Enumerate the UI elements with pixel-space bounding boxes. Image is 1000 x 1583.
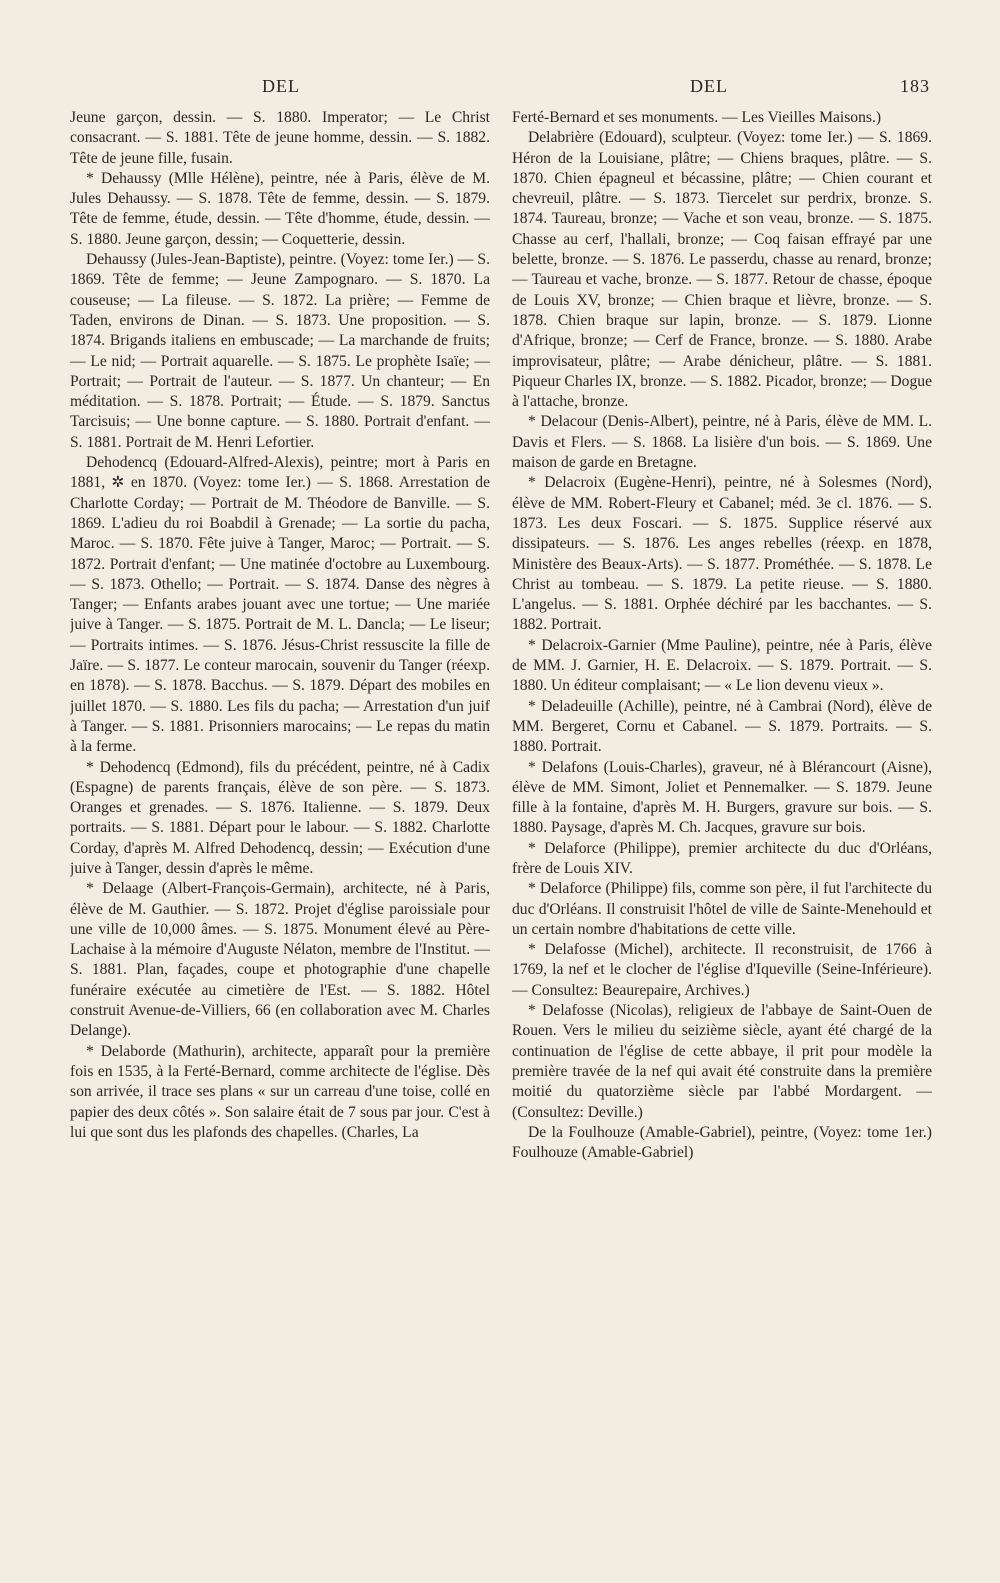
entry-paragraph: * Delaborde (Mathurin), architecte, apparaît pour la première fois en 1535, à la Ferté-Bernard, comme architecte de l'église. Dès son arrivée, il trace ses plans « sur un carreau d'une toise, collé en papier des deux côtés ». Son salaire était de 7 sous par jour. C'est à lui que sont dus les plafonds des chapelles. (Charles, La — [70, 1042, 490, 1141]
entry-paragraph: * Delaforce (Philippe) fils, comme son père, il fut l'architecte du duc d'Orléans. Il construisit l'hôtel de ville de Sainte-Menehould et un certain nombre d'habitations de cette ville. — [512, 880, 932, 938]
entry-paragraph: * Dehaussy (Mlle Hélène), peintre, née à Paris, élève de M. Jules Dehaussy. — S. 1878. Tête de femme, dessin. — S. 1879. Tête de femme, étude, dessin. — Tête d'homme, étude, dessin. — S. 1880. Jeune garçon, dessin; — Coquetterie, dessin. — [70, 169, 490, 248]
page-number: 183 — [900, 76, 930, 96]
entry-paragraph: * Delaforce (Philippe), premier architecte du duc d'Orléans, frère de Louis XIV. — [512, 839, 932, 877]
entry-paragraph: * Delafosse (Michel), architecte. Il reconstruisit, de 1766 à 1769, la nef et le clocher de l'église d'Iqueville (Seine-Inférieure). — Consultez: Beaurepaire, Archives.) — [512, 941, 932, 999]
entry-paragraph: * Delafosse (Nicolas), religieux de l'abbaye de Saint-Ouen de Rouen. Vers le milieu du seizième siècle, ayant été chargé de la continuation de l'église de cette abbaye, il prit pour modèle la première travée de la nef qui avait été construite dans la première moitié du quatorzième siècle par l'abbé Mordargent. — (Consultez: Deville.) — [512, 1002, 932, 1121]
entry-paragraph: Ferté-Bernard et ses monuments. — Les Vieilles Maisons.) — [512, 109, 882, 126]
left-column — [70, 108, 490, 1548]
right-column — [512, 108, 932, 1548]
entry-paragraph: Dehaussy (Jules-Jean-Baptiste), peintre. (Voyez: tome Ier.) — S. 1869. Tête de femme; — Jeune Zampognaro. — S. 1870. La couseuse; — La fileuse. — S. 1872. La prière; — Femme de Taden, environs de Dinan. — S. 1873. Une proposition. — S. 1874. Brigands italiens en embuscade; — La marchande de fruits; — Le nid; — Portrait aquarelle. — S. 1875. Le prophète Isaïe; — Portrait; — Portrait de l'auteur. — S. 1877. Un chanteur; — En méditation. — S. 1878. Portrait; — Étude. — S. 1879. Sanctus Tarcisuis; — Une bonne capture. — S. 1880. Portrait d'enfant. — S. 1881. Portrait de M. Henri Lefortier. — [70, 251, 490, 451]
header-right-word: DEL — [690, 76, 728, 96]
entry-paragraph: * Dehodencq (Edmond), fils du précédent, peintre, né à Cadix (Espagne) de parents français, élève de son père. — S. 1873. Oranges et grenades. — S. 1876. Italienne. — S. 1879. Deux portraits. — S. 1881. Départ pour le labour. — S. 1882. Charlotte Corday, d'après M. Alfred Dehodencq, dessin; — Exécution d'une juive à Tanger, dessin d'après le même. — [70, 758, 490, 877]
running-header — [0, 76, 1000, 102]
entry-paragraph: * Deladeuille (Achille), peintre, né à Cambrai (Nord), élève de MM. Bergeret, Cornu et Cabanel. — S. 1879. Portraits. — S. 1880. Portrait. — [512, 697, 932, 756]
entry-paragraph: * Delafons (Louis-Charles), graveur, né à Blérancourt (Aisne), élève de MM. Simont, Joliet et Pennemalker. — S. 1879. Jeune fille à la fontaine, d'après M. H. Burgers, gravure sur bois. — S. 1880. Paysage, d'après M. Ch. Jacques, gravure sur bois. — [512, 758, 932, 837]
entry-paragraph: Jeune garçon, dessin. — S. 1880. Imperator; — Le Christ consacrant. — S. 1881. Tête de jeune homme, dessin. — S. 1882. Tête de jeune fille, fusain. — [70, 109, 490, 167]
entry-paragraph: Dehodencq (Edouard-Alfred-Alexis), peintre; mort à Paris en 1881, ✲ en 1870. (Voyez: tome Ier.) — S. 1868. Arrestation de Charlotte Corday; — Portrait de M. Théodore de Banville. — S. 1869. L'adieu du roi Boabdil à Grenade; — La sortie du pacha, Maroc. — S. 1870. Fête juive à Tanger, Maroc; — Portrait. — S. 1872. Portrait d'enfant; — Une matinée d'octobre au Luxembourg. — S. 1873. Othello; — Portrait. — S. 1874. Danse des nègres à Tanger; — Enfants arabes jouant avec une tortue; — Une mariée juive à Tanger. — S. 1875. Portrait de M. L. Dancla; — Le liseur; — Portraits intimes. — S. 1876. Jésus-Christ ressuscite la fille de Jaïre. — S. 1877. Le conteur marocain, souvenir du Tanger (réexp. en 1878). — S. 1878. Bacchus. — S. 1879. Départ des mobiles en juillet 1870. — S. 1880. Les fils du pacha; — Arrestation d'un juif à Tanger. — S. 1881. Prisonniers marocains; — Le repas du matin à la ferme. — [70, 454, 490, 756]
entry-paragraph: * Delacroix (Eugène-Henri), peintre, né à Solesmes (Nord), élève de MM. Robert-Fleury et Cabanel; méd. 3e cl. 1876. — S. 1873. Les deux Foscari. — S. 1875. Supplice réservé aux dissipateurs. — S. 1876. Les anges rebelles (réexp. en 1878, Ministère des Beaux-Arts). — S. 1877. Prométhée. — S. 1878. Le Christ au tombeau. — S. 1879. La petite rieuse. — S. 1880. L'angelus. — S. 1881. Orphée déchiré par les bacchantes. — S. 1882. Portrait. — [512, 474, 932, 634]
entry-paragraph: Delabrière (Edouard), sculpteur. (Voyez: tome Ier.) — S. 1869. Héron de la Louisiane, plâtre; — Chiens braques, plâtre. — S. 1870. Chien épagneul et bécassine, plâtre; — Chien courant et chevreuil, plâtre. — S. 1873. Tiercelet sur perdrix, bronze. S. 1874. Taureau, bronze; — Vache et son veau, bronze. — S. 1875. Chasse au cerf, l'hallali, bronze; — Coq faisan effrayé par une belette, bronze. — S. 1876. Le passerdu, chasse au renard, bronze; — Taureau et vache, bronze. — S. 1877. Retour de chasse, époque de Louis XV, bronze; — Chien braque et lièvre, bronze. — S. 1878. Chien braque sur lapin, bronze. — S. 1879. Lionne d'Afrique, bronze; — Cerf de France, bronze. — S. 1880. Arabe improvisateur, plâtre; — Arabe dénicheur, plâtre. — S. 1881. Piqueur Charles IX, bronze. — S. 1882. Picador, bronze; — Dogue à l'attache, bronze. — [512, 129, 932, 411]
header-left-word: DEL — [262, 76, 300, 96]
entry-paragraph: * Delacour (Denis-Albert), peintre, né à Paris, élève de MM. L. Davis et Flers. — S. 1868. La lisière d'un bois. — S. 1869. Une maison de garde en Bretagne. — [512, 413, 932, 472]
entry-paragraph: De la Foulhouze (Amable-Gabriel), peintre, (Voyez: tome 1er.) Foulhouze (Amable-Gabriel) — [512, 1123, 932, 1162]
entry-paragraph: * Delacroix-Garnier (Mme Pauline), peintre, née à Paris, élève de MM. J. Garnier, H. E. Delacroix. — S. 1879. Portrait. — S. 1880. Un éditeur complaisant; — « Le lion devenu vieux ». — [512, 636, 932, 695]
entry-paragraph: * Delaage (Albert-François-Germain), architecte, né à Paris, élève de M. Gauthier. — S. 1872. Projet d'église paroissiale pour une ville de 10,000 âmes. — S. 1875. Monument élevé au Père-Lachaise à la mémoire d'Auguste Nélaton, membre de l'Institut. — S. 1881. Plan, façades, coupe et photographie d'une chapelle funéraire exécutée au cimetière de l'Est. — S. 1882. Hôtel construit Avenue-de-Villiers, 66 (en collaboration avec M. Charles Delange). — [70, 880, 490, 1040]
